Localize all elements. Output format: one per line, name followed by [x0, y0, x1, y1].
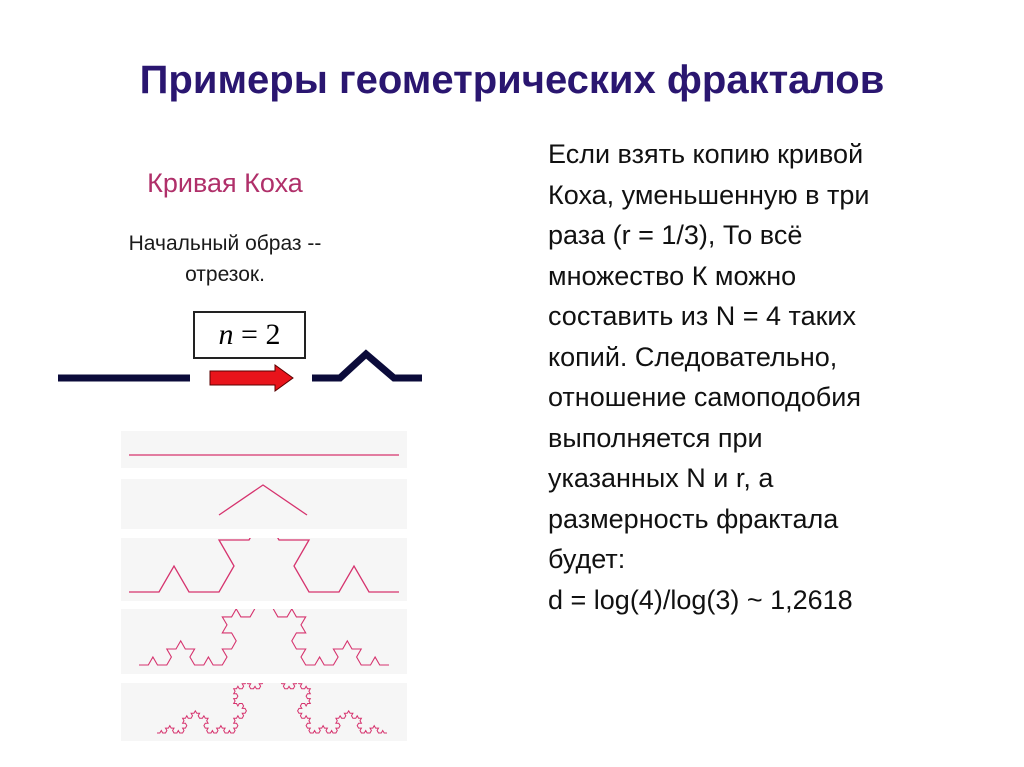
koch-level-4: [121, 683, 407, 741]
fractal-dimension-explanation: [548, 134, 988, 620]
description-line: d = log(4)/log(3) ~ 1,2618: [548, 584, 853, 615]
transform-arrow-icon: [210, 365, 293, 391]
caption-line: Начальный образ --: [128, 232, 322, 255]
description-line: Коха, уменьшенную в три: [548, 179, 870, 210]
koch-level-0: [121, 431, 407, 468]
koch-level-2: [121, 538, 407, 601]
generator-shape: [312, 354, 422, 378]
koch-level-3: [121, 609, 407, 674]
initial-shape-caption: [60, 228, 390, 290]
description-line: раза (r = 1/3), То всё: [548, 220, 803, 250]
segment-to-generator-diagram: [50, 340, 430, 400]
n-value: = 2: [233, 318, 281, 351]
description-line: указанных N и r, а: [548, 463, 774, 493]
description-line: отношение самоподобия: [548, 382, 861, 412]
koch-curve-heading: Кривая Коха: [147, 168, 303, 198]
n-variable: n: [218, 318, 234, 351]
page-title: Примеры геометрических фракталов: [139, 58, 885, 102]
koch-level-1: [121, 479, 407, 529]
caption-line: отрезок.: [185, 263, 265, 286]
description-line: выполняется при: [548, 422, 763, 453]
description-line: составить из N = 4 таких: [548, 301, 856, 331]
description-line: копий. Следовательно,: [548, 341, 838, 372]
description-line: множество К можно: [548, 260, 797, 291]
description-line: размерность фрактала: [548, 503, 839, 534]
description-line: Если взять копию кривой: [548, 139, 864, 169]
description-line: будет:: [548, 544, 626, 574]
